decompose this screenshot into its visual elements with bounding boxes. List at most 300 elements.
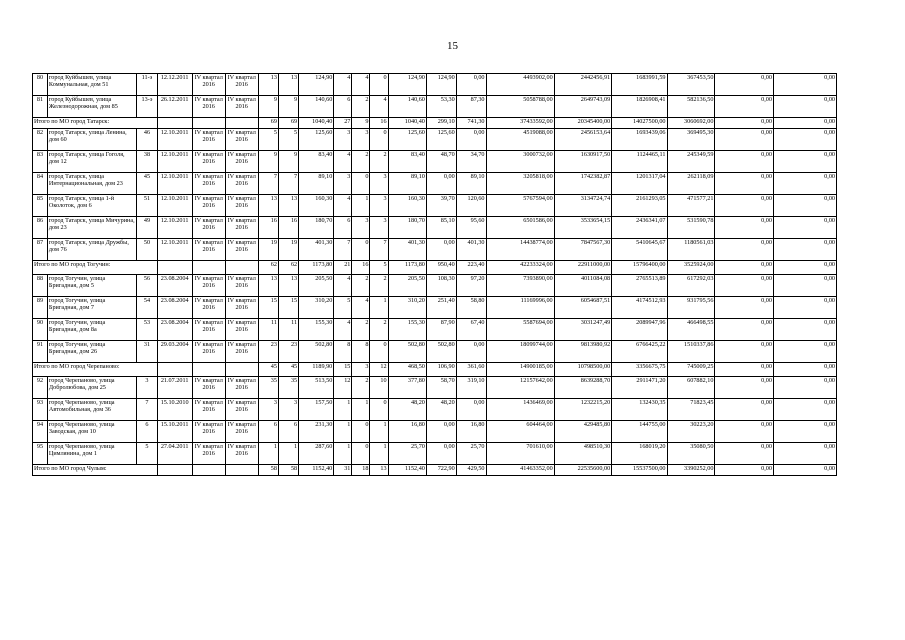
cell-fund-share: 429485,80 [554,421,612,443]
cell-area-municipal: 319,10 [456,377,486,399]
cell-area-total: 513,50 [299,377,334,399]
cell-fund-share: 3031247,49 [554,319,612,341]
cell-cost-total: 41463352,00 [486,465,554,476]
cell-apartments-private: 9 [352,118,370,129]
cell-extra-1: 0,00 [715,443,774,465]
cell-passport-date: 12.10.2011 [157,151,192,173]
cell-extra-2: 0,00 [773,96,836,118]
total-row [33,465,837,476]
cell-plan-start: IV квартал 2016 [192,195,225,217]
cell-area-resettled-total: 160,30 [388,195,426,217]
cell-residents-total: 23 [258,341,278,363]
cell-cost-total: 11169996,00 [486,297,554,319]
cell-regional-share: 15537500,00 [612,465,667,476]
cell-apartments-private: 1 [352,399,370,421]
cell-address: город Куйбышев, улица Коммунальная, дом 51 [47,74,136,96]
cell-extra-2: 0,00 [773,363,836,377]
table-row [33,421,837,443]
cell-apartments-municipal: 1 [370,443,388,465]
cell-regional-share: 2161293,05 [612,195,667,217]
cell-passport-date: 15.10.2010 [157,399,192,421]
cell-address: город Татарск, улица Гоголя, дом 12 [47,151,136,173]
cell-apartments-total: 15 [334,363,352,377]
cell-apartments-private: 2 [352,319,370,341]
cell-plan-start: IV квартал 2016 [192,74,225,96]
cell-fund-share: 1232215,20 [554,399,612,421]
cell-extra-2: 0,00 [773,151,836,173]
cell-apartments-municipal: 10 [370,377,388,399]
cell-passport-date: 12.10.2011 [157,129,192,151]
cell-address: город Тогучин, улица Бригадная, дом 7 [47,297,136,319]
table-row [33,319,837,341]
cell-row-number: 89 [33,297,48,319]
cell-area-private: 87,90 [426,319,456,341]
cell-plan-start: IV квартал 2016 [192,217,225,239]
cell-extra-1: 0,00 [715,275,774,297]
cell-apartments-private: 3 [352,217,370,239]
cell-fund-share: 2456153,64 [554,129,612,151]
total-row [33,261,837,275]
cell-plan-start: IV квартал 2016 [192,319,225,341]
empty-cell [157,118,192,129]
cell-row-number: 85 [33,195,48,217]
cell-residents-total: 13 [258,74,278,96]
cell-fund-share: 4011084,08 [554,275,612,297]
cell-plan-end: IV квартал 2016 [225,74,258,96]
cell-apartments-municipal: 16 [370,118,388,129]
cell-address: город Черепаново, улица Добролюбова, дом 25 [47,377,136,399]
cell-area-private: 0,00 [426,421,456,443]
cell-area-resettled-total: 1040,40 [388,118,426,129]
cell-regional-share: 2436341,07 [612,217,667,239]
cell-apartments-total: 1 [334,399,352,421]
cell-regional-share: 5410645,67 [612,239,667,261]
cell-row-number: 93 [33,399,48,421]
cell-plan-end: IV квартал 2016 [225,399,258,421]
empty-cell [192,363,225,377]
cell-apartments-private: 3 [352,363,370,377]
cell-area-resettled-total: 125,60 [388,129,426,151]
cell-apartments-municipal: 5 [370,261,388,275]
cell-local-share: 262118,09 [667,173,715,195]
cell-row-number: 94 [33,421,48,443]
cell-apartments-private: 0 [352,173,370,195]
cell-cost-total: 701610,00 [486,443,554,465]
cell-local-share: 3390252,00 [667,465,715,476]
cell-area-municipal: 429,50 [456,465,486,476]
cell-extra-1: 0,00 [715,297,774,319]
cell-local-share: 3060692,00 [667,118,715,129]
cell-regional-share: 4174512,93 [612,297,667,319]
cell-extra-1: 0,00 [715,363,774,377]
cell-area-total: 1189,90 [299,363,334,377]
cell-plan-start: IV квартал 2016 [192,377,225,399]
cell-area-municipal: 16,80 [456,421,486,443]
cell-extra-1: 0,00 [715,96,774,118]
cell-address: город Татарск, улица 1-й Околоток, дом 6 [47,195,136,217]
cell-area-private: 0,00 [426,443,456,465]
cell-area-resettled-total: 16,80 [388,421,426,443]
cell-extra-1: 0,00 [715,377,774,399]
cell-residents-total: 3 [258,399,278,421]
cell-local-share: 582136,50 [667,96,715,118]
cell-extra-1: 0,00 [715,465,774,476]
cell-fund-share: 3134724,74 [554,195,612,217]
cell-plan-end: IV квартал 2016 [225,217,258,239]
cell-apartments-private: 1 [352,195,370,217]
cell-cost-total: 12157642,00 [486,377,554,399]
empty-cell [157,261,192,275]
cell-regional-share: 1201317,04 [612,173,667,195]
cell-address: город Черепаново, улица Заводская, дом 10 [47,421,136,443]
cell-local-share: 367453,50 [667,74,715,96]
cell-plan-start: IV квартал 2016 [192,297,225,319]
cell-regional-share: 14027500,00 [612,118,667,129]
cell-local-share: 607882,10 [667,377,715,399]
cell-apartments-municipal: 0 [370,129,388,151]
cell-apartments-municipal: 1 [370,297,388,319]
cell-apartments-total: 4 [334,74,352,96]
cell-passport-number: 45 [137,173,157,195]
table-row [33,399,837,421]
table-row [33,341,837,363]
cell-area-resettled-total: 48,20 [388,399,426,421]
cell-extra-2: 0,00 [773,217,836,239]
cell-plan-end: IV квартал 2016 [225,129,258,151]
cell-extra-2: 0,00 [773,74,836,96]
cell-area-total: 125,60 [299,129,334,151]
cell-fund-share: 6054687,51 [554,297,612,319]
cell-area-municipal: 97,20 [456,275,486,297]
empty-cell [225,465,258,476]
cell-residents-total: 11 [258,319,278,341]
cell-row-number: 90 [33,319,48,341]
cell-area-municipal: 223,40 [456,261,486,275]
cell-address: город Татарск, улица Мичурина, дом 23 [47,217,136,239]
cell-plan-end: IV квартал 2016 [225,96,258,118]
cell-residents-resettled: 6 [278,421,298,443]
cell-address: город Черепаново, улица Автомобильная, дом 36 [47,399,136,421]
cell-cost-total: 18099744,00 [486,341,554,363]
cell-fund-share: 22535600,00 [554,465,612,476]
cell-residents-resettled: 11 [278,319,298,341]
cell-extra-2: 0,00 [773,275,836,297]
cell-passport-date: 26.12.2011 [157,96,192,118]
cell-passport-number: 31 [137,341,157,363]
cell-apartments-total: 4 [334,319,352,341]
cell-apartments-private: 16 [352,261,370,275]
cell-apartments-total: 4 [334,275,352,297]
cell-residents-total: 6 [258,421,278,443]
cell-area-municipal: 361,60 [456,363,486,377]
cell-passport-date: 27.04.2011 [157,443,192,465]
cell-residents-total: 1 [258,443,278,465]
cell-area-total: 157,50 [299,399,334,421]
cell-regional-share: 2089947,96 [612,319,667,341]
cell-extra-1: 0,00 [715,399,774,421]
total-label: Итого по МО город Чулым: [33,465,158,476]
cell-residents-resettled: 5 [278,129,298,151]
cell-local-share: 3525924,00 [667,261,715,275]
cell-area-resettled-total: 155,30 [388,319,426,341]
cell-extra-2: 0,00 [773,173,836,195]
cell-apartments-private: 2 [352,275,370,297]
cell-apartments-private: 4 [352,297,370,319]
cell-apartments-total: 4 [334,195,352,217]
cell-fund-share: 2649743,09 [554,96,612,118]
cell-plan-end: IV квартал 2016 [225,195,258,217]
cell-row-number: 86 [33,217,48,239]
cell-regional-share: 168019,20 [612,443,667,465]
cell-area-total: 1040,40 [299,118,334,129]
cell-plan-end: IV квартал 2016 [225,421,258,443]
table-row [33,96,837,118]
cell-area-private: 0,00 [426,239,456,261]
cell-fund-share: 20345400,00 [554,118,612,129]
cell-cost-total: 7393890,00 [486,275,554,297]
cell-area-municipal: 95,60 [456,217,486,239]
cell-residents-resettled: 45 [278,363,298,377]
empty-cell [192,465,225,476]
cell-apartments-private: 3 [352,129,370,151]
cell-row-number: 83 [33,151,48,173]
cell-address: город Татарск, улица Интернациональная, дом 23 [47,173,136,195]
cell-local-share: 531590,78 [667,217,715,239]
cell-residents-total: 69 [258,118,278,129]
cell-address: город Куйбышев, улица Железнодорожная, дом 85 [47,96,136,118]
cell-plan-start: IV квартал 2016 [192,275,225,297]
table-row [33,151,837,173]
cell-apartments-municipal: 0 [370,341,388,363]
cell-passport-number: 50 [137,239,157,261]
cell-passport-number: 49 [137,217,157,239]
cell-plan-start: IV квартал 2016 [192,341,225,363]
cell-extra-1: 0,00 [715,74,774,96]
cell-area-municipal: 741,30 [456,118,486,129]
cell-fund-share: 1630917,50 [554,151,612,173]
cell-row-number: 80 [33,74,48,96]
cell-cost-total: 4493902,00 [486,74,554,96]
cell-fund-share: 9813980,92 [554,341,612,363]
cell-residents-resettled: 35 [278,377,298,399]
cell-passport-date: 12.10.2011 [157,173,192,195]
cell-residents-resettled: 23 [278,341,298,363]
cell-extra-1: 0,00 [715,129,774,151]
cell-plan-end: IV квартал 2016 [225,173,258,195]
cell-area-private: 53,30 [426,96,456,118]
cell-extra-2: 0,00 [773,261,836,275]
cell-area-municipal: 120,60 [456,195,486,217]
cell-apartments-total: 3 [334,129,352,151]
cell-area-resettled-total: 89,10 [388,173,426,195]
cell-apartments-private: 0 [352,421,370,443]
cell-apartments-private: 4 [352,74,370,96]
cell-residents-resettled: 13 [278,195,298,217]
cell-passport-number: 54 [137,297,157,319]
cell-row-number: 84 [33,173,48,195]
empty-cell [157,465,192,476]
cell-extra-2: 0,00 [773,465,836,476]
cell-area-private: 85,10 [426,217,456,239]
cell-local-share: 931795,56 [667,297,715,319]
cell-row-number: 92 [33,377,48,399]
cell-area-municipal: 401,30 [456,239,486,261]
cell-passport-number: 38 [137,151,157,173]
cell-row-number: 95 [33,443,48,465]
cell-regional-share: 1826908,41 [612,96,667,118]
cell-area-municipal: 58,80 [456,297,486,319]
empty-cell [225,363,258,377]
cell-residents-resettled: 1 [278,443,298,465]
cell-apartments-total: 6 [334,217,352,239]
cell-address: город Татарск, улица Дружбы, дом 76 [47,239,136,261]
cell-apartments-municipal: 3 [370,195,388,217]
cell-area-total: 502,80 [299,341,334,363]
cell-local-share: 71823,45 [667,399,715,421]
table-row [33,239,837,261]
cell-residents-resettled: 13 [278,74,298,96]
total-row [33,118,837,129]
cell-area-resettled-total: 25,70 [388,443,426,465]
cell-residents-resettled: 9 [278,96,298,118]
cell-passport-date: 21.07.2011 [157,377,192,399]
cell-area-private: 58,70 [426,377,456,399]
cell-regional-share: 6766425,22 [612,341,667,363]
cell-cost-total: 604464,00 [486,421,554,443]
cell-local-share: 30223,20 [667,421,715,443]
cell-apartments-municipal: 13 [370,465,388,476]
cell-local-share: 35080,50 [667,443,715,465]
cell-residents-total: 7 [258,173,278,195]
cell-residents-resettled: 16 [278,217,298,239]
cell-address: город Татарск, улица Ленина, дом 60 [47,129,136,151]
cell-passport-number: 5 [137,443,157,465]
cell-area-total: 180,70 [299,217,334,239]
cell-passport-number: 13-э [137,96,157,118]
cell-apartments-private: 8 [352,341,370,363]
cell-plan-start: IV квартал 2016 [192,129,225,151]
cell-area-private: 950,40 [426,261,456,275]
cell-plan-end: IV квартал 2016 [225,151,258,173]
cell-cost-total: 5767594,00 [486,195,554,217]
cell-cost-total: 3205818,00 [486,173,554,195]
cell-extra-1: 0,00 [715,151,774,173]
cell-area-private: 48,70 [426,151,456,173]
cell-regional-share: 3356675,75 [612,363,667,377]
cell-regional-share: 2765513,89 [612,275,667,297]
cell-residents-total: 15 [258,297,278,319]
empty-cell [157,363,192,377]
cell-cost-total: 37433592,00 [486,118,554,129]
cell-row-number: 81 [33,96,48,118]
cell-area-total: 231,30 [299,421,334,443]
cell-apartments-municipal: 2 [370,275,388,297]
page-number: 15 [447,40,458,52]
cell-local-share: 245349,59 [667,151,715,173]
table-row [33,275,837,297]
cell-apartments-total: 27 [334,118,352,129]
cell-area-total: 287,60 [299,443,334,465]
cell-extra-1: 0,00 [715,217,774,239]
cell-residents-resettled: 13 [278,275,298,297]
cell-extra-1: 0,00 [715,173,774,195]
cell-regional-share: 132430,35 [612,399,667,421]
cell-residents-resettled: 58 [278,465,298,476]
cell-passport-date: 29.03.2004 [157,341,192,363]
table-row [33,217,837,239]
cell-area-total: 155,30 [299,319,334,341]
cell-area-total: 89,10 [299,173,334,195]
cell-cost-total: 42233324,00 [486,261,554,275]
table-row [33,377,837,399]
cell-extra-1: 0,00 [715,118,774,129]
cell-cost-total: 6501586,00 [486,217,554,239]
cell-area-total: 83,40 [299,151,334,173]
cell-apartments-municipal: 3 [370,173,388,195]
cell-residents-total: 9 [258,96,278,118]
total-label: Итого по МО город Татарск: [33,118,158,129]
cell-fund-share: 8639288,70 [554,377,612,399]
cell-apartments-private: 2 [352,151,370,173]
cell-passport-number: 11-э [137,74,157,96]
cell-apartments-municipal: 3 [370,217,388,239]
cell-apartments-total: 12 [334,377,352,399]
cell-apartments-total: 3 [334,173,352,195]
cell-area-resettled-total: 401,30 [388,239,426,261]
cell-extra-1: 0,00 [715,261,774,275]
cell-apartments-private: 2 [352,377,370,399]
cell-extra-1: 0,00 [715,195,774,217]
cell-passport-date: 23.08.2004 [157,275,192,297]
cell-area-total: 160,30 [299,195,334,217]
cell-apartments-total: 4 [334,151,352,173]
cell-cost-total: 14438774,00 [486,239,554,261]
cell-plan-start: IV квартал 2016 [192,399,225,421]
empty-cell [192,118,225,129]
cell-area-municipal: 87,30 [456,96,486,118]
cell-fund-share: 2442456,91 [554,74,612,96]
cell-extra-2: 0,00 [773,118,836,129]
cell-plan-end: IV квартал 2016 [225,319,258,341]
cell-area-resettled-total: 83,40 [388,151,426,173]
cell-area-resettled-total: 1173,80 [388,261,426,275]
cell-extra-2: 0,00 [773,239,836,261]
cell-row-number: 82 [33,129,48,151]
cell-area-total: 140,60 [299,96,334,118]
total-label: Итого по МО город Тогучин: [33,261,158,275]
cell-area-total: 401,30 [299,239,334,261]
cell-apartments-private: 0 [352,443,370,465]
cell-area-private: 0,00 [426,173,456,195]
cell-area-municipal: 67,40 [456,319,486,341]
cell-address: город Тогучин, улица Бригадная, дом 26 [47,341,136,363]
cell-residents-resettled: 7 [278,173,298,195]
cell-area-private: 722,90 [426,465,456,476]
cell-fund-share: 1742382,87 [554,173,612,195]
cell-passport-date: 12.10.2011 [157,217,192,239]
empty-cell [225,261,258,275]
cell-apartments-municipal: 2 [370,319,388,341]
cell-fund-share: 22911000,00 [554,261,612,275]
cell-apartments-municipal: 0 [370,399,388,421]
cell-residents-total: 9 [258,151,278,173]
cell-extra-1: 0,00 [715,319,774,341]
cell-extra-2: 0,00 [773,129,836,151]
cell-passport-number: 6 [137,421,157,443]
cell-local-share: 369495,30 [667,129,715,151]
cell-area-resettled-total: 377,80 [388,377,426,399]
cell-regional-share: 2911471,20 [612,377,667,399]
